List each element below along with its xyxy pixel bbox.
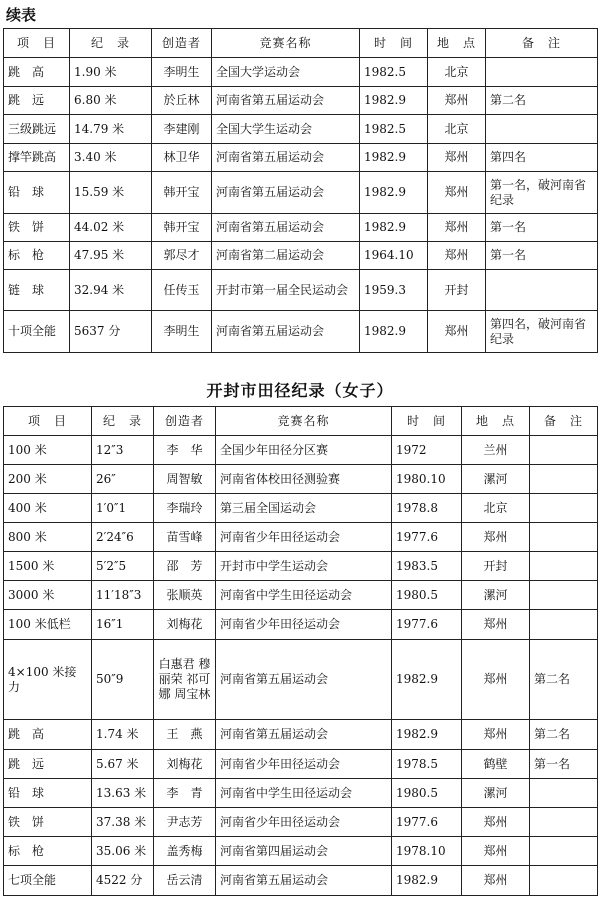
cell-competition: 河南省第五届运动会 [216,720,392,750]
men-table-body [4,58,598,353]
cell-holder: 李 华 [154,436,216,465]
cell-place: 郑州 [428,242,486,270]
cell-date: 1980.5 [392,581,462,610]
cell-place: 郑州 [428,144,486,172]
cell-event: 1500 米 [4,552,92,581]
cell-place: 郑州 [462,523,530,552]
header-place: 地 点 [428,29,486,58]
cell-date: 1982.5 [360,115,428,144]
cell-place: 郑州 [462,640,530,720]
cell-holder: 李建刚 [152,115,212,144]
cell-record: 16″1 [92,610,154,640]
header-record: 纪 录 [70,29,152,58]
cell-place: 北京 [428,115,486,144]
cell-competition: 河南省少年田径运动会 [216,523,392,552]
cell-holder: 盖秀梅 [154,837,216,866]
table-row [4,436,598,465]
header-event: 项 目 [4,407,92,436]
cell-note: 第二名 [530,640,598,720]
cell-competition: 河南省中学生田径运动会 [216,581,392,610]
cell-place: 北京 [428,58,486,87]
cell-place: 兰州 [462,436,530,465]
cell-event: 200 米 [4,465,92,494]
cell-record: 15.59 米 [70,172,152,214]
cell-record: 37.38 米 [92,808,154,837]
header-holder: 创造者 [154,407,216,436]
cell-note: 第四名，破河南省纪录 [486,311,598,353]
cell-place: 开封 [462,552,530,581]
table-row [4,242,598,270]
table-header-row [4,407,598,436]
cell-competition: 河南省第五届运动会 [212,311,360,353]
cell-holder: 任传玉 [152,270,212,311]
cell-holder: 李明生 [152,311,212,353]
cell-note [530,779,598,808]
cell-holder: 岳云清 [154,866,216,896]
cell-competition: 河南省少年田径运动会 [216,610,392,640]
cell-event: 十项全能 [4,311,70,353]
cell-record: 4522 分 [92,866,154,896]
header-date: 时 间 [392,407,462,436]
table-row [4,311,598,353]
cell-holder: 白惠君 穆丽荣 祁可娜 周宝林 [154,640,216,720]
cell-place: 郑州 [462,808,530,837]
cell-note [530,523,598,552]
cell-holder: 刘梅花 [154,610,216,640]
women-table-body [4,436,598,896]
table-row [4,494,598,523]
cell-event: 七项全能 [4,866,92,896]
cell-event: 800 米 [4,523,92,552]
table-row [4,270,598,311]
cell-event: 铁 饼 [4,808,92,837]
cell-competition: 河南省第四届运动会 [216,837,392,866]
cell-event: 跳 远 [4,87,70,115]
cell-place: 漯河 [462,581,530,610]
table-row [4,750,598,779]
cell-note [530,552,598,581]
cell-record: 11′18″3 [92,581,154,610]
cell-holder: 刘梅花 [154,750,216,779]
cell-date: 1982.9 [360,172,428,214]
cell-holder: 韩开宝 [152,214,212,242]
cell-event: 跳 高 [4,720,92,750]
header-competition: 竞赛名称 [212,29,360,58]
cell-competition: 全国少年田径分区赛 [216,436,392,465]
cell-holder: 王 燕 [154,720,216,750]
cell-date: 1982.9 [360,144,428,172]
cell-date: 1977.6 [392,808,462,837]
cell-date: 1980.10 [392,465,462,494]
cell-place: 漯河 [462,465,530,494]
table-row [4,87,598,115]
cell-holder: 韩开宝 [152,172,212,214]
cell-competition: 河南省第五届运动会 [216,640,392,720]
cell-date: 1959.3 [360,270,428,311]
table-row [4,144,598,172]
cell-holder: 张顺英 [154,581,216,610]
cell-holder: 李 青 [154,779,216,808]
cell-date: 1982.9 [392,866,462,896]
table-row [4,214,598,242]
women-records-table [3,406,598,896]
cell-date: 1980.5 [392,779,462,808]
cell-note: 第四名 [486,144,598,172]
table-row [4,172,598,214]
cell-note: 第二名 [530,720,598,750]
cell-note [530,837,598,866]
cell-competition: 全国大学生运动会 [212,115,360,144]
cell-date: 1978.8 [392,494,462,523]
table-row [4,58,598,87]
cell-competition: 河南省第五届运动会 [216,866,392,896]
cell-event: 链 球 [4,270,70,311]
cell-date: 1978.10 [392,837,462,866]
cell-holder: 李明生 [152,58,212,87]
cell-place: 郑州 [428,87,486,115]
cell-record: 14.79 米 [70,115,152,144]
cell-date: 1982.9 [360,87,428,115]
cell-competition: 河南省第五届运动会 [212,144,360,172]
header-note: 备 注 [486,29,598,58]
cell-event: 标 枪 [4,242,70,270]
cell-note [486,58,598,87]
cell-competition: 河南省第二届运动会 [212,242,360,270]
cell-place: 郑州 [428,214,486,242]
cell-record: 1.74 米 [92,720,154,750]
cell-competition: 开封市中学生运动会 [216,552,392,581]
cell-date: 1982.5 [360,58,428,87]
table-row [4,640,598,720]
cell-event: 标 枪 [4,837,92,866]
cell-event: 4×100 米接力 [4,640,92,720]
cell-record: 5′2″5 [92,552,154,581]
cell-note [530,494,598,523]
cell-date: 1982.9 [360,311,428,353]
cell-event: 铅 球 [4,779,92,808]
table-row [4,523,598,552]
cell-note [530,465,598,494]
cell-holder: 尹志芳 [154,808,216,837]
cell-date: 1982.9 [392,720,462,750]
cell-record: 5637 分 [70,311,152,353]
cell-date: 1982.9 [392,640,462,720]
cell-date: 1977.6 [392,610,462,640]
cell-record: 13.63 米 [92,779,154,808]
cell-holder: 郭尽才 [152,242,212,270]
header-record: 纪 录 [92,407,154,436]
header-date: 时 间 [360,29,428,58]
cell-record: 3.40 米 [70,144,152,172]
cell-event: 铅 球 [4,172,70,214]
cell-holder: 苗雪峰 [154,523,216,552]
cell-note: 第一名 [530,750,598,779]
cell-note: 第一名 [486,214,598,242]
cell-record: 1′0″1 [92,494,154,523]
table-row [4,581,598,610]
cell-record: 32.94 米 [70,270,152,311]
cell-competition: 河南省第五届运动会 [212,87,360,115]
table-row [4,779,598,808]
cell-note [530,866,598,896]
header-competition: 竞赛名称 [216,407,392,436]
cell-event: 100 米低栏 [4,610,92,640]
cell-competition: 河南省体校田径测验赛 [216,465,392,494]
cell-event: 400 米 [4,494,92,523]
table-row [4,837,598,866]
cell-holder: 李瑞玲 [154,494,216,523]
cell-record: 50″9 [92,640,154,720]
cell-date: 1977.6 [392,523,462,552]
cell-place: 北京 [462,494,530,523]
cell-note [530,581,598,610]
table-row [4,465,598,494]
cell-note [486,115,598,144]
table-row [4,552,598,581]
table-row [4,115,598,144]
cell-competition: 全国大学运动会 [212,58,360,87]
cell-event: 铁 饼 [4,214,70,242]
cell-place: 郑州 [462,837,530,866]
cell-record: 44.02 米 [70,214,152,242]
cell-event: 100 米 [4,436,92,465]
cell-competition: 河南省第五届运动会 [212,172,360,214]
cell-holder: 邵 芳 [154,552,216,581]
header-place: 地 点 [462,407,530,436]
cell-note [530,808,598,837]
cell-note [486,270,598,311]
cell-holder: 林卫华 [152,144,212,172]
cell-note: 第一名 [486,242,598,270]
cell-event: 3000 米 [4,581,92,610]
cell-date: 1978.5 [392,750,462,779]
cell-date: 1964.10 [360,242,428,270]
header-note: 备 注 [530,407,598,436]
cell-record: 1.90 米 [70,58,152,87]
cell-note: 第一名，破河南省纪录 [486,172,598,214]
cell-place: 郑州 [462,720,530,750]
cell-note [530,610,598,640]
cell-holder: 周智敏 [154,465,216,494]
cell-place: 开封 [428,270,486,311]
cell-competition: 河南省少年田径运动会 [216,750,392,779]
cell-event: 三级跳远 [4,115,70,144]
cell-event: 跳 远 [4,750,92,779]
men-records-table [3,28,598,353]
cell-date: 1983.5 [392,552,462,581]
continued-label: 续表 [6,6,37,24]
cell-note [530,436,598,465]
table-header-row [4,29,598,58]
cell-event: 跳 高 [4,58,70,87]
women-table-title: 开封市田径纪录（女子） [206,381,394,400]
cell-record: 47.95 米 [70,242,152,270]
table-row [4,610,598,640]
cell-record: 26″ [92,465,154,494]
table-row [4,720,598,750]
cell-record: 35.06 米 [92,837,154,866]
cell-competition: 开封市第一届全民运动会 [212,270,360,311]
header-event: 项 目 [4,29,70,58]
cell-date: 1972 [392,436,462,465]
cell-place: 郑州 [428,311,486,353]
table-row [4,866,598,896]
cell-record: 6.80 米 [70,87,152,115]
cell-place: 郑州 [428,172,486,214]
cell-competition: 河南省第五届运动会 [212,214,360,242]
cell-place: 郑州 [462,610,530,640]
cell-record: 12″3 [92,436,154,465]
cell-place: 漯河 [462,779,530,808]
cell-record: 2′24″6 [92,523,154,552]
cell-record: 5.67 米 [92,750,154,779]
cell-note: 第二名 [486,87,598,115]
cell-place: 郑州 [462,866,530,896]
table-row [4,808,598,837]
cell-date: 1982.9 [360,214,428,242]
cell-holder: 於丘林 [152,87,212,115]
cell-event: 撑竿跳高 [4,144,70,172]
header-holder: 创造者 [152,29,212,58]
cell-competition: 第三届全国运动会 [216,494,392,523]
cell-competition: 河南省少年田径运动会 [216,808,392,837]
cell-place: 鹤壁 [462,750,530,779]
cell-competition: 河南省中学生田径运动会 [216,779,392,808]
